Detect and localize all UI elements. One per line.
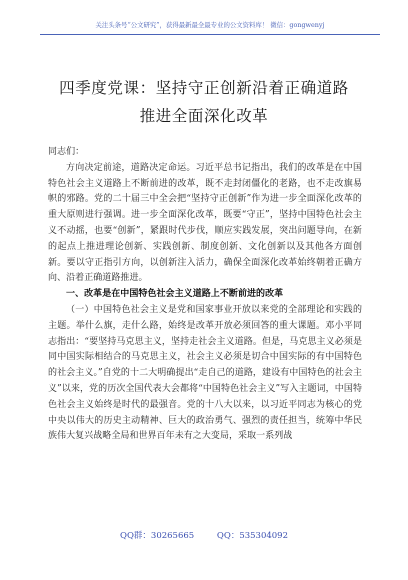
salutation: 同志们： — [48, 147, 85, 157]
document-title-line-2: 推进全面深化改革 — [139, 107, 269, 125]
page-footer — [0, 529, 408, 541]
header-divider — [40, 34, 380, 35]
footer-qq: QQ：535304092 — [216, 531, 288, 541]
intro-paragraph: 方向决定前途，道路决定命运。习近平总书记指出，我们的改革是在中国特色社会主义道路上不断前进的改革，既不走封闭僵化的老路，也不走改旗易帜的邪路。党的二十届三中全会把“坚持守正创新”作为进一步全面深化改革的重大原则进行强调。进一步全面深化改革，既要“守正”，坚持中国特色社会主义不动摇，也要“创新”，紧跟时代步伐，顺应实践发展，突出问题导向，在新的起点上推进理论创新、实践创新、制度创新、文化创新以及其他各方面创新。要以守正指引方向，以创新注入活力，确保全面深化改革始终朝着正确方向、沿着正确道路推进。 — [48, 162, 362, 284]
document-body — [48, 145, 362, 445]
footer-qq-group: QQ群：30265665 — [119, 531, 195, 541]
section-heading-1: 一、改革是在中国特色社会主义道路上不断前进的改革 — [66, 289, 284, 300]
section-1-paragraph-1: （一）中国特色社会主义是党和国家事业开放以来党的全部理论和实践的主题。举什么旗，走什么路，始终是改革开放必须回答的重大课题。邓小平同志指出：“要坚持马克思主义，坚持走社会主义道路。但是，马克思主义必须是同中国实际相结合的马克思主义，社会主义必须是切合中国实际的有中国特色的社会主义。”自党的十二大明确提出“走自己的道路，建设有中国特色的社会主义”以来，党的历次全国代表大会都将“中国特色社会主义”写入主题词，中国特色社会主义始终是时代的最强音。党的十八大以来，以习近平同志为核心的党中央以伟大的历史主动精神、巨大的政治勇气、强烈的责任担当，统筹中华民族伟大复兴战略全局和世界百年未有之大变局，采取一系列战 — [48, 304, 362, 442]
document-title-line-1: 四季度党课：坚持守正创新沿着正确道路 — [59, 79, 349, 97]
page-header-banner: 关注头条号“公文研究”，获得最新最全最专业的公文资料库！ 微信：gongwenyj — [95, 21, 325, 29]
